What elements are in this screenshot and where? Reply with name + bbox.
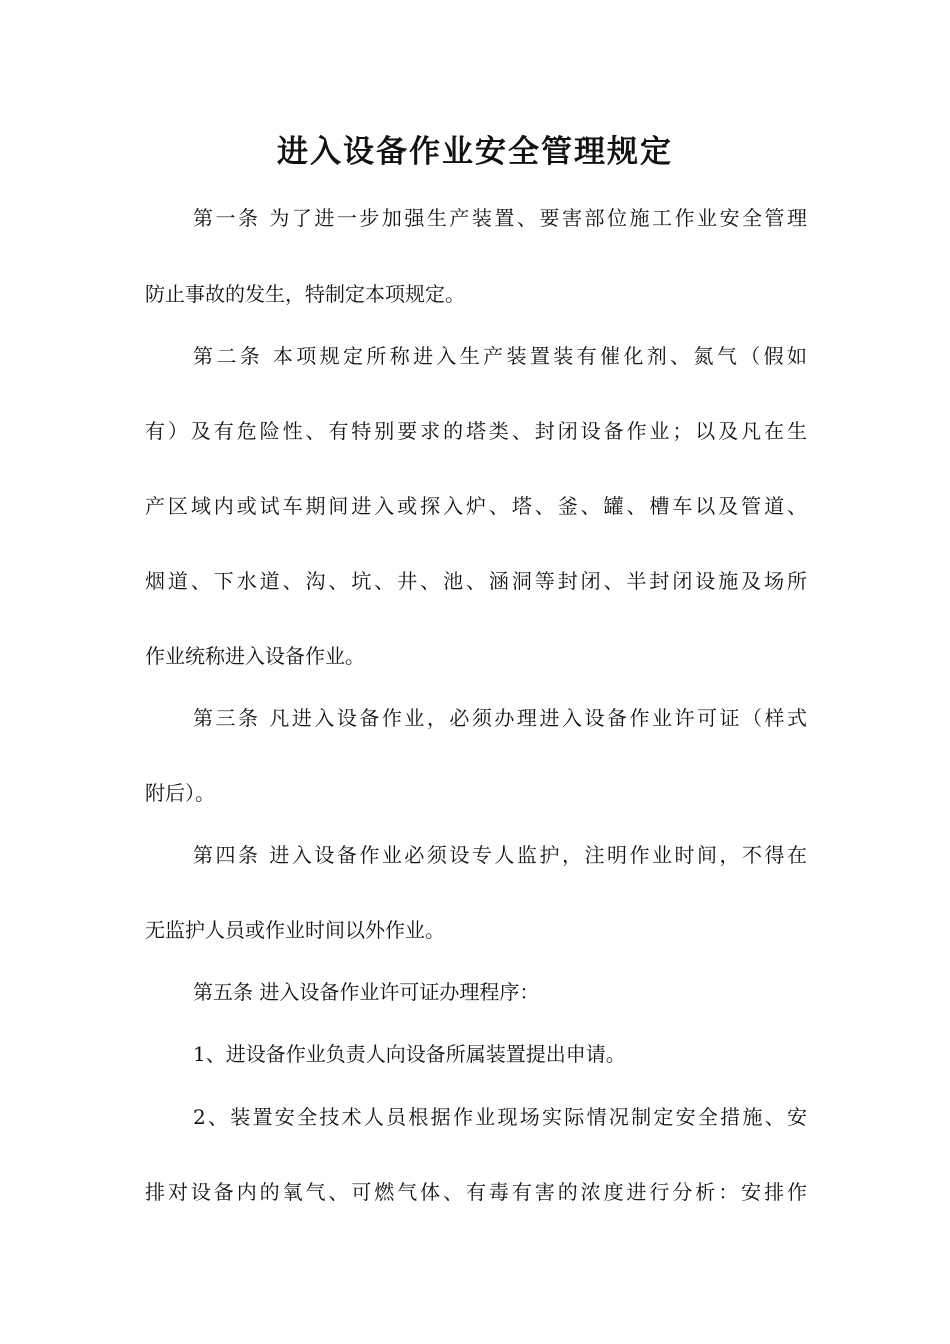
article-5-line-1: 第五条 进入设备作业许可证办理程序： xyxy=(193,980,540,1004)
article-1-line-2: 防止事故的发生，特制定本项规定。 xyxy=(145,282,465,306)
item-2-line-1: 2、装置安全技术人员根据作业现场实际情况制定安全措施、安 xyxy=(193,1105,807,1129)
article-2-line-4: 烟道、下水道、沟、坑、井、池、涵洞等封闭、半封闭设施及场所 xyxy=(145,569,807,593)
article-2-line-3: 产区域内或试车期间进入或探入炉、塔、釜、罐、槽车以及管道、 xyxy=(145,494,807,518)
item-1-line-1: 1、进设备作业负责人向设备所属装置提出申请。 xyxy=(193,1042,626,1066)
article-1-line-1: 第一条 为了进一步加强生产装置、要害部位施工作业安全管理 xyxy=(193,206,807,230)
article-2-line-1: 第二条 本项规定所称进入生产装置装有催化剂、氮气（假如 xyxy=(193,344,807,368)
article-2-line-2: 有）及有危险性、有特别要求的塔类、封闭设备作业；以及凡在生 xyxy=(145,419,807,443)
article-3-line-1: 第三条 凡进入设备作业，必须办理进入设备作业许可证（样式 xyxy=(193,706,807,730)
article-2-line-5: 作业统称进入设备作业。 xyxy=(145,644,365,668)
article-4-line-2: 无监护人员或作业时间以外作业。 xyxy=(145,918,445,942)
item-2-line-2: 排对设备内的氧气、可燃气体、有毒有害的浓度进行分析：安排作 xyxy=(145,1180,807,1204)
document-title: 进入设备作业安全管理规定 xyxy=(277,134,673,170)
article-3-line-2: 附后）。 xyxy=(145,781,215,805)
article-4-line-1: 第四条 进入设备作业必须设专人监护，注明作业时间，不得在 xyxy=(193,843,807,867)
